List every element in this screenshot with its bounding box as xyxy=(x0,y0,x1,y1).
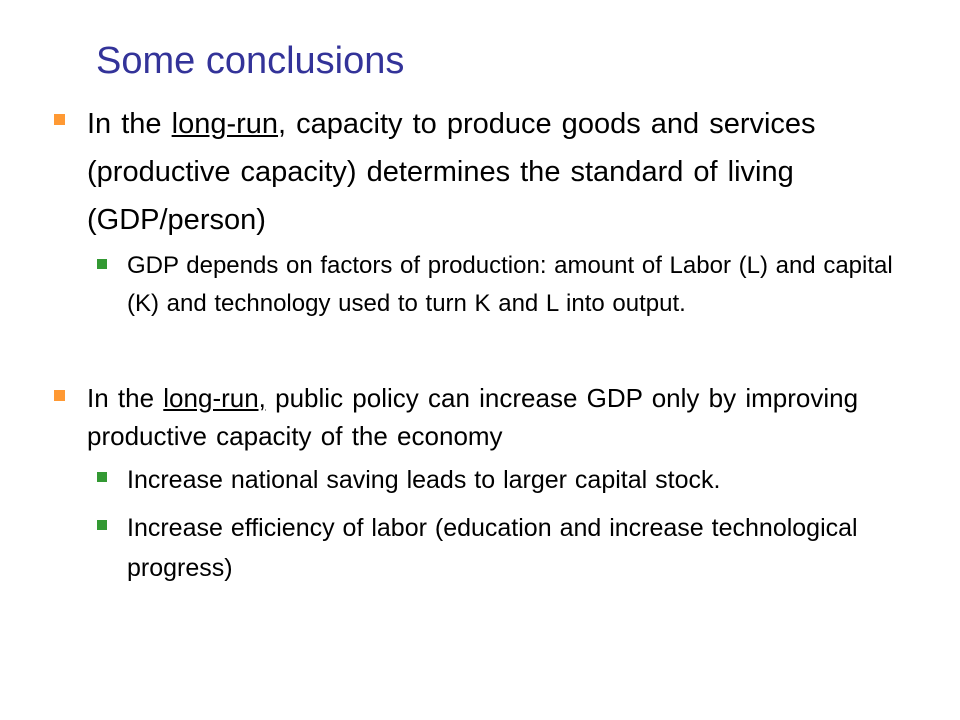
bullet-text-underlined: long-run, xyxy=(163,383,266,413)
sub-bullet-text: Increase national saving leads to larger capital stock. xyxy=(127,466,721,494)
sub-bullet-national-saving xyxy=(97,460,909,500)
sub-bullet-text: GDP depends on factors of production: amount of Labor (L) and capital (K) and technology used to turn K and L into output. xyxy=(127,252,893,317)
bullet-text-post: , capacity to produce goods and services (productive capacity) determines the standard of living (GDP/person) xyxy=(87,108,816,236)
sub-bullet-text: Increase efficiency of labor (education and increase technological progress) xyxy=(127,514,858,582)
square-bullet-icon xyxy=(54,114,65,125)
square-bullet-icon xyxy=(54,390,65,401)
bullet-text-underlined: long-run xyxy=(171,108,279,140)
square-bullet-icon xyxy=(97,472,107,482)
bullet-text xyxy=(87,379,894,455)
bullet-long-run-policy xyxy=(54,379,894,455)
square-bullet-icon xyxy=(97,520,107,530)
sub-bullet-labor-efficiency xyxy=(97,508,909,588)
bullet-text-pre: In the xyxy=(87,108,172,140)
sub-bullet-gdp-factors xyxy=(97,247,909,323)
bullet-long-run-capacity xyxy=(54,100,864,244)
bullet-text xyxy=(87,100,864,244)
square-bullet-icon xyxy=(97,259,107,269)
slide-title: Some conclusions xyxy=(96,40,405,82)
bullet-text-post: public policy can increase GDP only by improving productive capacity of the economy xyxy=(87,383,859,451)
bullet-text-pre: In the xyxy=(87,383,164,413)
